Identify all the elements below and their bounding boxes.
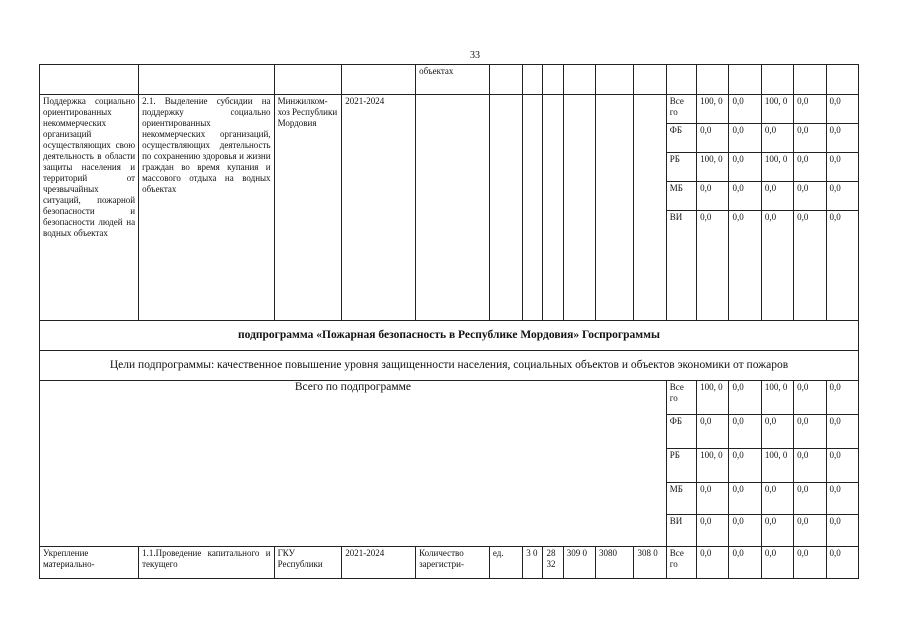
cell-empty bbox=[40, 65, 139, 95]
funding-value: 100, 0 bbox=[697, 449, 729, 483]
funding-source: МБ bbox=[666, 483, 696, 515]
funding-value: 0,0 bbox=[761, 547, 793, 579]
funding-value: 0,0 bbox=[697, 211, 729, 321]
period-cell: 2021-2024 bbox=[342, 95, 416, 321]
page-number: 33 bbox=[470, 50, 480, 61]
funding-value: 0,0 bbox=[826, 547, 859, 579]
indicator-fragment: объектах bbox=[416, 65, 490, 95]
goal-cell: Поддержка социально ориентированных некоммерческих организаций осуществляющих свою деятельность в области защиты населения и территорий от чрезвычайных ситуаций, пожарной безопасности и безопасности людей на водных объектах bbox=[40, 95, 139, 321]
funding-value: 0,0 bbox=[794, 182, 826, 211]
cell-empty bbox=[139, 65, 274, 95]
funding-value: 0,0 bbox=[794, 95, 826, 124]
funding-value: 0,0 bbox=[729, 124, 761, 153]
funding-value: 0,0 bbox=[697, 547, 729, 579]
funding-value: 0,0 bbox=[729, 95, 761, 124]
funding-value: 0,0 bbox=[729, 211, 761, 321]
funding-value: 0,0 bbox=[794, 415, 826, 449]
unit-cell: ед. bbox=[489, 547, 522, 579]
funding-value: 0,0 bbox=[794, 515, 826, 547]
funding-value: 0,0 bbox=[794, 153, 826, 182]
funding-value: 0,0 bbox=[697, 515, 729, 547]
funding-source: ВИ bbox=[666, 211, 696, 321]
funding-value: 0,0 bbox=[761, 124, 793, 153]
funding-value: 0,0 bbox=[729, 381, 761, 415]
funding-value: 100, 0 bbox=[761, 95, 793, 124]
funding-value: 100, 0 bbox=[697, 153, 729, 182]
funding-value: 0,0 bbox=[729, 483, 761, 515]
funding-source: ВИ bbox=[666, 515, 696, 547]
funding-source: Все го bbox=[666, 95, 696, 124]
funding-value: 0,0 bbox=[729, 547, 761, 579]
table-row bbox=[40, 381, 859, 415]
funding-value: 0,0 bbox=[697, 124, 729, 153]
funding-value: 0,0 bbox=[826, 95, 859, 124]
funding-value: 0,0 bbox=[697, 182, 729, 211]
funding-value: 0,0 bbox=[761, 211, 793, 321]
funding-source: ФБ bbox=[666, 124, 696, 153]
subprogram-total-label: Всего по подпрограмме bbox=[40, 381, 667, 547]
funding-value: 0,0 bbox=[761, 182, 793, 211]
funding-value: 0,0 bbox=[761, 483, 793, 515]
funding-value: 0,0 bbox=[794, 547, 826, 579]
indicator-value: 3080 bbox=[596, 547, 634, 579]
cell-empty bbox=[342, 65, 416, 95]
funding-source: Все го bbox=[666, 381, 696, 415]
cell-empty bbox=[274, 65, 342, 95]
funding-value: 0,0 bbox=[826, 483, 859, 515]
funding-source: МБ bbox=[666, 182, 696, 211]
subprogram-title: подпрограмма «Пожарная безопасность в Республике Мордовия» Госпрограммы bbox=[40, 321, 859, 351]
continuation-row bbox=[40, 65, 859, 95]
subprogram-goal: Цели подпрограммы: качественное повышение уровня защищенности населения, социальных объектов и объектов экономики от пожаров bbox=[40, 351, 859, 381]
funding-source: ФБ bbox=[666, 415, 696, 449]
funding-source: РБ bbox=[666, 153, 696, 182]
funding-value: 0,0 bbox=[761, 515, 793, 547]
funding-value: 0,0 bbox=[729, 449, 761, 483]
funding-value: 0,0 bbox=[761, 415, 793, 449]
executor-cell: ГКУ Республики bbox=[274, 547, 342, 579]
indicator-value: 309 0 bbox=[563, 547, 595, 579]
funding-value: 100, 0 bbox=[761, 449, 793, 483]
funding-value: 0,0 bbox=[794, 449, 826, 483]
funding-source: Все го bbox=[666, 547, 696, 579]
funding-value: 0,0 bbox=[729, 515, 761, 547]
funding-value: 0,0 bbox=[794, 124, 826, 153]
table-row bbox=[40, 95, 859, 124]
table-row bbox=[40, 547, 859, 579]
funding-value: 0,0 bbox=[826, 381, 859, 415]
funding-value: 100, 0 bbox=[697, 95, 729, 124]
program-table bbox=[39, 64, 859, 579]
funding-value: 0,0 bbox=[826, 182, 859, 211]
subprogram-goal-row bbox=[40, 351, 859, 381]
funding-value: 0,0 bbox=[826, 124, 859, 153]
funding-value: 0,0 bbox=[826, 449, 859, 483]
funding-value: 0,0 bbox=[826, 515, 859, 547]
funding-value: 0,0 bbox=[697, 415, 729, 449]
subprogram-title-row bbox=[40, 321, 859, 351]
funding-source: РБ bbox=[666, 449, 696, 483]
activity-cell: 2.1. Выделение субсидии на поддержку социально ориентированных некоммерческих организаций, осуществляющих деятельность по сохранению здоровья и жизни граждан во время купания и массового отдыха на водных объектах bbox=[139, 95, 274, 321]
funding-value: 0,0 bbox=[826, 153, 859, 182]
funding-value: 0,0 bbox=[729, 153, 761, 182]
funding-value: 100, 0 bbox=[761, 153, 793, 182]
indicator-cell: Количество зарегистри- bbox=[416, 547, 490, 579]
indicator-value: 3 0 bbox=[523, 547, 543, 579]
indicator-value: 308 0 bbox=[634, 547, 666, 579]
funding-value: 100, 0 bbox=[697, 381, 729, 415]
funding-value: 0,0 bbox=[826, 211, 859, 321]
funding-value: 0,0 bbox=[826, 415, 859, 449]
executor-cell: Минжилком-хоз Республики Мордовия bbox=[274, 95, 342, 321]
goal-cell: Укрепление материально- bbox=[40, 547, 139, 579]
funding-value: 0,0 bbox=[794, 381, 826, 415]
indicator-value: 28 32 bbox=[543, 547, 563, 579]
funding-value: 0,0 bbox=[729, 182, 761, 211]
funding-value: 100, 0 bbox=[761, 381, 793, 415]
period-cell: 2021-2024 bbox=[342, 547, 416, 579]
funding-value: 0,0 bbox=[697, 483, 729, 515]
activity-cell: 1.1.Проведение капитального и текущего bbox=[139, 547, 274, 579]
funding-value: 0,0 bbox=[794, 483, 826, 515]
funding-value: 0,0 bbox=[729, 415, 761, 449]
funding-value: 0,0 bbox=[794, 211, 826, 321]
